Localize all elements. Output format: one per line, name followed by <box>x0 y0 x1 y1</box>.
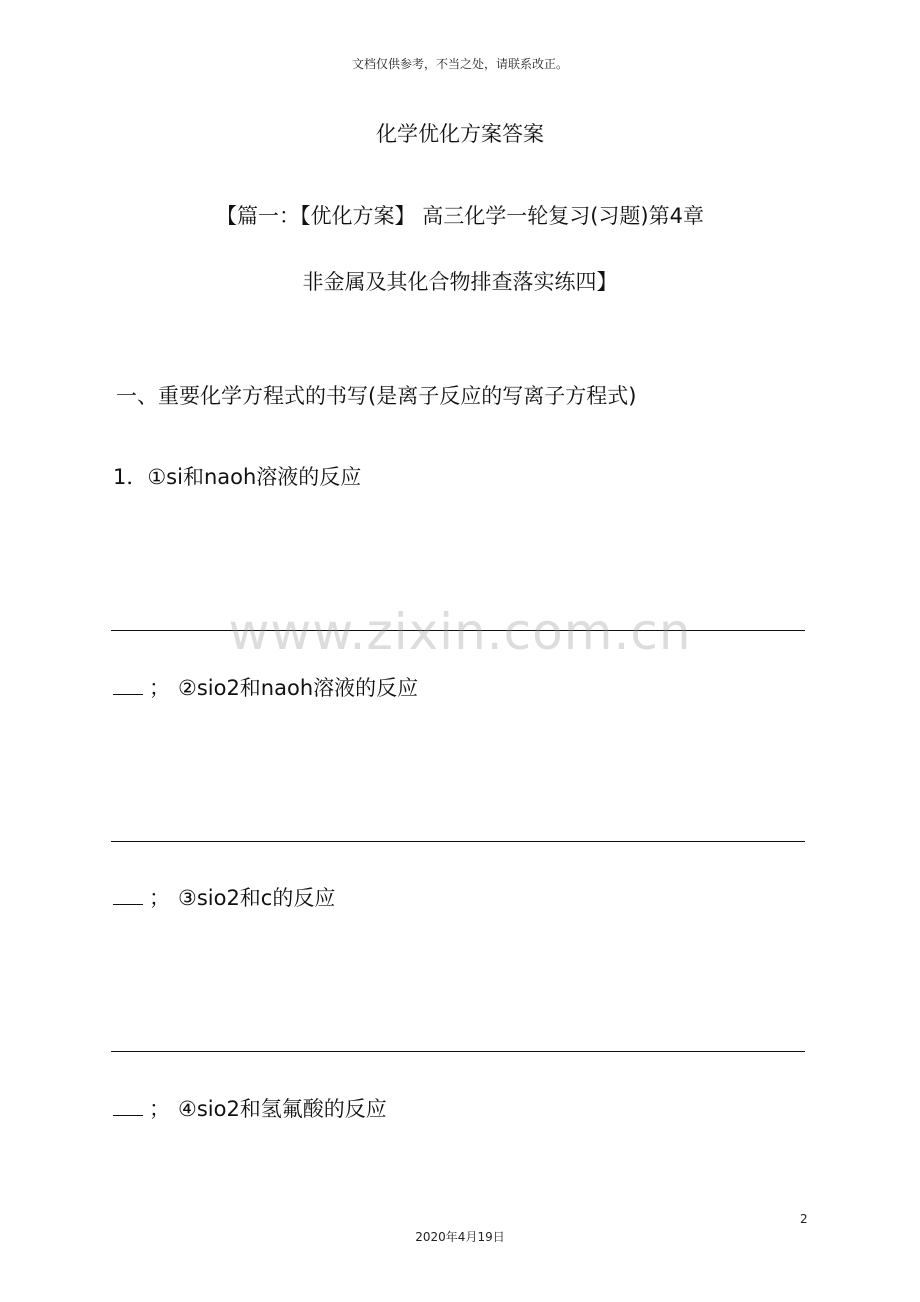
question-1-label: 1．①si和naoh溶液的反应 <box>113 465 362 489</box>
document-subtitle-line-1: 【篇一：【优化方案】 高三化学一轮复习(习题)第4章 <box>216 204 704 228</box>
answer-line-2 <box>111 841 805 842</box>
separator: ； <box>149 886 170 910</box>
separator: ； <box>149 676 170 700</box>
question-3-label: ③sio2和c的反应 <box>178 886 336 910</box>
question-4-label: ④sio2和氢氟酸的反应 <box>178 1097 387 1121</box>
answer-blank <box>113 904 143 905</box>
section-heading: 一、重要化学方程式的书写(是离子反应的写离子方程式) <box>116 384 637 408</box>
answer-blank <box>113 694 143 695</box>
separator: ； <box>149 1097 170 1121</box>
question-2-label: ②sio2和naoh溶液的反应 <box>178 676 419 700</box>
question-2 <box>113 672 418 702</box>
header-note: 文档仅供参考，不当之处，请联系改正。 <box>351 57 568 71</box>
question-3 <box>113 882 335 912</box>
document-subtitle-line-2: 非金属及其化合物排查落实练四】 <box>302 270 618 294</box>
answer-line-3 <box>111 1051 805 1052</box>
answer-blank <box>113 1115 143 1116</box>
page-number: 2 <box>800 1212 808 1226</box>
footer-date: 2020年4月19日 <box>415 1230 505 1244</box>
watermark: www.zixin.com.cn <box>228 603 692 661</box>
question-4 <box>113 1093 387 1123</box>
document-title: 化学优化方案答案 <box>376 122 544 146</box>
question-1 <box>113 461 361 491</box>
